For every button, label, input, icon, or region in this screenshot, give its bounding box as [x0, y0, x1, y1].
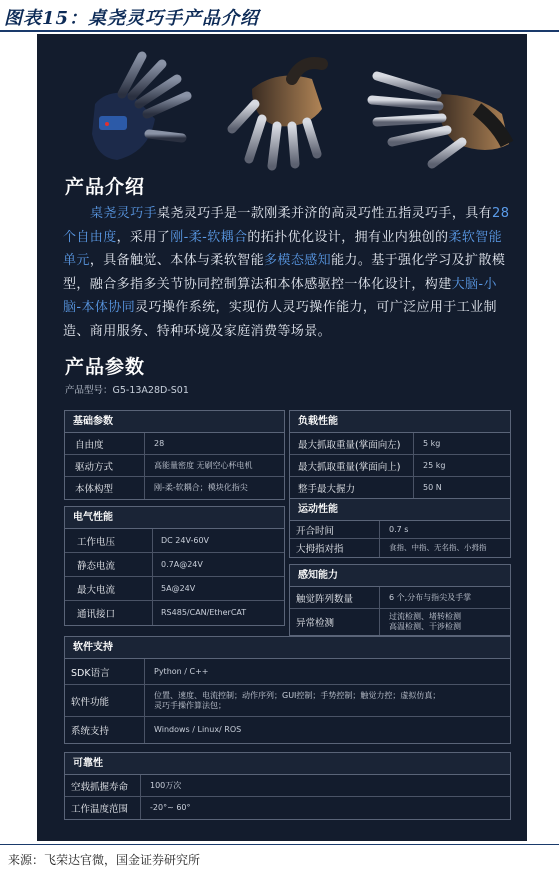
param-key: 自由度: [65, 433, 145, 454]
table-row: [290, 587, 510, 609]
intro-paragraph: [63, 202, 513, 343]
param-key: SDK语言: [65, 659, 145, 684]
param-value: 100万次: [150, 780, 182, 790]
intro-heading: 产品介绍: [65, 176, 146, 198]
intro-highlight: 刚-柔-软耦合: [170, 229, 248, 245]
reliability-params-table: [64, 752, 511, 820]
intro-text: 能力。基于强化学习及扩散模型，融合多指多关节协同控制算法和本体感驱控一体化设计，构建: [63, 253, 506, 292]
param-value-line: 位置、速度、电流控制；动作序列；GUI控制；手势控制；触觉力控；虚拟仿真；: [154, 690, 441, 700]
electrical-params-table: [64, 506, 285, 626]
param-key: 最大抓取重量(掌面向左): [290, 433, 414, 454]
param-key: 工作电压: [65, 529, 153, 552]
figure-title: 图表15：桌尧灵巧手产品介绍: [4, 8, 260, 29]
table-header: 基础参数: [65, 411, 284, 433]
table-row: [290, 609, 510, 635]
source-rule: [0, 844, 559, 845]
robotic-hands-image: [37, 34, 527, 194]
table-header: 可靠性: [65, 753, 510, 775]
param-key: 静态电流: [65, 553, 153, 576]
table-row: [65, 529, 284, 553]
param-value: -20°~ 60°: [150, 803, 191, 812]
table-row: [290, 521, 510, 539]
product-poster: [37, 34, 527, 841]
table-row: [65, 553, 284, 577]
param-key: 本体构型: [65, 477, 145, 499]
hand-left: [92, 56, 187, 160]
intro-highlight: 28个自由度: [63, 206, 510, 245]
table-row: [65, 433, 284, 455]
param-value: DC 24V-60V: [161, 535, 210, 545]
param-key: 开合时间: [290, 521, 380, 538]
intro-highlight: 多模态感知: [264, 253, 332, 268]
param-value: Python / C++: [154, 666, 209, 676]
basic-params-table: [64, 410, 285, 500]
table-row: [65, 685, 510, 717]
param-key: 软件功能: [65, 685, 145, 716]
table-row: [290, 433, 510, 455]
param-value: Windows / Linux/ ROS: [154, 725, 242, 734]
table-row: [65, 775, 510, 797]
param-value: RS485/CAN/EtherCAT: [161, 608, 247, 617]
param-key: 驱动方式: [65, 455, 145, 476]
param-value-line: 过流检测、堵转检测: [389, 612, 461, 621]
param-key: 空载抓握寿命: [65, 775, 141, 796]
table-row: [65, 601, 284, 625]
param-key: 最大抓取重量(掌面向上): [290, 455, 414, 476]
param-key: 异常检测: [290, 609, 380, 635]
param-value-line: 高温检测、干涉检测: [389, 622, 461, 631]
intro-text: 灵巧操作系统，实现仿人灵巧操作能力，可广泛应用于工业制造、商用服务、特种环境及家庭消费等场景。: [63, 300, 497, 339]
param-value: 5A@24V: [161, 583, 196, 593]
param-value: 0.7A@24V: [161, 559, 203, 569]
software-params-table: [64, 636, 511, 744]
param-value: 25 kg: [423, 460, 446, 470]
param-key: 通讯接口: [65, 601, 153, 625]
param-value: 高能量密度 无刷空心杯电机: [154, 460, 253, 470]
param-key: 触觉阵列数量: [290, 587, 380, 608]
table-header: 软件支持: [65, 637, 510, 659]
table-header: 运动性能: [290, 499, 510, 521]
table-row: [65, 577, 284, 601]
table-row: [65, 797, 510, 819]
params-heading: 产品参数: [65, 356, 146, 378]
param-value: 5 kg: [423, 438, 441, 448]
param-value: [145, 691, 440, 711]
intro-text: 的拓扑优化设计，拥有业内独创的: [247, 229, 449, 245]
param-key: 工作温度范围: [65, 797, 141, 819]
param-key: 最大电流: [65, 577, 153, 600]
intro-text: ，具备触觉、本体与柔软智能: [89, 253, 265, 268]
table-row: [290, 477, 510, 499]
intro-text: 桌尧灵巧手是一款刚柔并济的高灵巧性五指灵巧手，具有: [157, 206, 493, 221]
table-row: [65, 455, 284, 477]
table-row: [65, 659, 510, 685]
param-value: 50 N: [423, 483, 442, 492]
table-header: 负载性能: [290, 411, 510, 433]
hand-right: [372, 76, 509, 164]
load-params-table: [289, 410, 511, 500]
table-header: 电气性能: [65, 507, 284, 529]
table-header: 感知能力: [290, 565, 510, 587]
motion-params-table: [289, 498, 511, 558]
intro-highlight: 柔软智能单元: [63, 229, 503, 268]
param-key: 系统支持: [65, 717, 145, 743]
param-key: 大拇指对指: [290, 539, 380, 557]
product-model: 产品型号：G5-13A28D-S01: [65, 385, 189, 396]
table-row: [290, 539, 510, 557]
param-value: [380, 612, 461, 632]
param-value: 28: [154, 438, 165, 448]
intro-text: ，采用了: [116, 229, 171, 245]
table-row: [290, 455, 510, 477]
param-value: 0.7 s: [389, 524, 409, 534]
param-value: 6 个,分布与指尖及手掌: [389, 592, 472, 602]
table-row: [65, 477, 284, 499]
brand-name: 桌尧灵巧手: [90, 206, 158, 221]
intro-highlight: 大脑-小脑-本体协同: [63, 276, 497, 315]
table-row: [65, 717, 510, 743]
param-value-line: 灵巧手操作算法包；: [154, 700, 226, 710]
sensing-params-table: [289, 564, 511, 636]
param-value: 食指、中指、无名指、小拇指: [389, 543, 487, 552]
hand-center: [232, 63, 322, 166]
source-note: 来源：飞荣达官微，国金证券研究所: [8, 853, 201, 867]
title-rule: [0, 30, 559, 32]
param-key: 整手最大握力: [290, 477, 414, 499]
param-value: 刚-柔-软耦合；模块化指尖: [154, 483, 248, 492]
